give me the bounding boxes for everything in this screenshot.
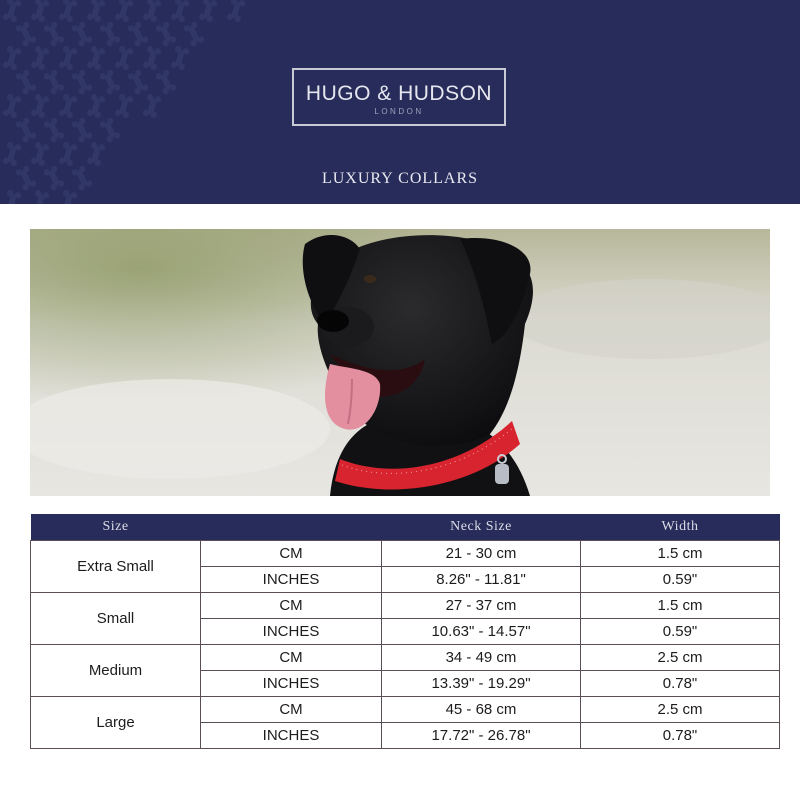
- page-tagline: LUXURY COLLARS: [321, 170, 479, 187]
- bone-icon: [43, 117, 66, 143]
- neck-size-cell: 34 - 49 cm: [382, 645, 581, 671]
- table-row: [31, 593, 780, 619]
- width-cell: 1.5 cm: [581, 593, 780, 619]
- neck-size-cell: 45 - 68 cm: [382, 697, 581, 723]
- bone-icon: [58, 141, 78, 166]
- bone-icon: [99, 117, 122, 143]
- bone-icon: [155, 69, 178, 95]
- bone-icon: [30, 45, 50, 70]
- bone-icon: [43, 69, 66, 95]
- bone-icon: [170, 45, 190, 70]
- neck-size-cell: 17.72" - 26.78": [382, 723, 581, 749]
- size-name-cell: Extra Small: [31, 541, 201, 593]
- size-name-cell: Small: [31, 593, 201, 645]
- width-cell: 0.78": [581, 723, 780, 749]
- unit-cell: CM: [201, 593, 382, 619]
- table-row: [31, 697, 780, 723]
- bone-icon: [30, 189, 50, 204]
- bone-icon: [15, 21, 38, 47]
- unit-cell: CM: [201, 645, 382, 671]
- brand-location: LONDON: [374, 107, 424, 116]
- bone-icon: [30, 141, 50, 166]
- bone-icon: [58, 0, 78, 23]
- size-name-cell: Large: [31, 697, 201, 749]
- bone-icon: [99, 21, 122, 47]
- size-chart-table: [30, 514, 780, 749]
- bone-icon: [58, 93, 78, 118]
- bone-icon: [142, 0, 162, 23]
- neck-size-cell: 21 - 30 cm: [382, 541, 581, 567]
- bone-icon: [30, 93, 50, 118]
- width-cell: 0.59": [581, 567, 780, 593]
- neck-size-cell: 10.63" - 14.57": [382, 619, 581, 645]
- width-cell: 0.78": [581, 671, 780, 697]
- bone-icon: [155, 21, 178, 47]
- bone-icon: [86, 93, 106, 118]
- bone-icon: [170, 0, 190, 23]
- bone-icon: [114, 45, 134, 70]
- width-cell: 2.5 cm: [581, 697, 780, 723]
- bone-icon: [2, 45, 22, 70]
- neck-size-cell: 13.39" - 19.29": [382, 671, 581, 697]
- unit-cell: CM: [201, 697, 382, 723]
- width-cell: 0.59": [581, 619, 780, 645]
- dog-photo: [30, 229, 770, 496]
- bone-icon: [58, 189, 78, 204]
- bone-icon: [142, 45, 162, 70]
- bone-icon: [183, 21, 206, 47]
- bone-icon: [58, 45, 78, 70]
- bone-icon: [2, 93, 22, 118]
- neck-size-cell: 27 - 37 cm: [382, 593, 581, 619]
- bone-icon: [2, 0, 22, 23]
- unit-cell: CM: [201, 541, 382, 567]
- brand-logo: [292, 68, 506, 126]
- bone-icon: [15, 69, 38, 95]
- bone-icon: [43, 21, 66, 47]
- bone-icon: [71, 69, 94, 95]
- table-row: [31, 645, 780, 671]
- header-size: Size: [31, 514, 201, 541]
- size-name-cell: Medium: [31, 645, 201, 697]
- header-width: Width: [581, 514, 780, 541]
- header-banner: [0, 0, 800, 204]
- header-unit: [201, 514, 382, 541]
- bone-icon: [86, 0, 106, 23]
- unit-cell: INCHES: [201, 723, 382, 749]
- bone-icon: [99, 69, 122, 95]
- unit-cell: INCHES: [201, 671, 382, 697]
- table-header-row: [31, 514, 780, 541]
- bone-icon: [86, 45, 106, 70]
- neck-size-cell: 8.26" - 11.81": [382, 567, 581, 593]
- bone-icon: [2, 141, 22, 166]
- bone-icon: [71, 21, 94, 47]
- bone-icon: [15, 117, 38, 143]
- bone-icon: [114, 0, 134, 23]
- bone-icon: [142, 93, 162, 118]
- bone-icon: [30, 0, 50, 23]
- bone-icon: [71, 117, 94, 143]
- header-neck-size: Neck Size: [382, 514, 581, 541]
- dog-photo-illustration: [30, 229, 770, 496]
- width-cell: 1.5 cm: [581, 541, 780, 567]
- brand-name: HUGO & HUDSON: [305, 82, 493, 105]
- bone-icon: [198, 0, 218, 23]
- bone-icon: [2, 189, 22, 204]
- unit-cell: INCHES: [201, 567, 382, 593]
- bone-icon: [86, 141, 106, 166]
- bone-icon: [114, 93, 134, 118]
- table-row: [31, 541, 780, 567]
- width-cell: 2.5 cm: [581, 645, 780, 671]
- bone-icon: [127, 21, 150, 47]
- unit-cell: INCHES: [201, 619, 382, 645]
- bone-icon: [226, 0, 246, 23]
- bone-icon: [127, 69, 150, 95]
